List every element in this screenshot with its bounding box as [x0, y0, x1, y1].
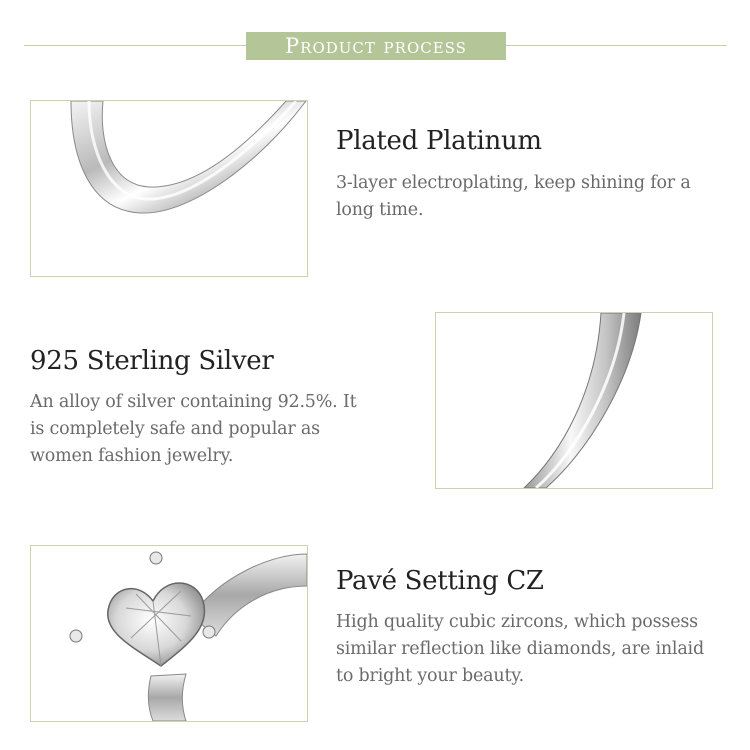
feature-title-sterling-silver: 925 Sterling Silver [30, 346, 274, 376]
plated-platinum-image [30, 100, 308, 277]
feature-title-plated-platinum: Plated Platinum [336, 126, 542, 156]
heart-cz-prong-setting-illustration [31, 546, 307, 721]
feature-desc-pave-setting: High quality cubic zircons, which possess similar reflection like diamonds, are inlaid to bright your beauty. [336, 612, 704, 686]
header-divider-right [506, 45, 727, 46]
header-divider-left [24, 45, 246, 46]
ring-band-curve-illustration [31, 101, 307, 276]
feature-desc-sterling-silver: An alloy of silver containing 92.5%. It is completely safe and popular as women fashion jewelry. [30, 392, 357, 466]
section-banner [246, 32, 506, 60]
sterling-silver-image [435, 312, 713, 489]
section-title: Product process [285, 34, 467, 58]
feature-title-pave-setting: Pavé Setting CZ [336, 566, 544, 596]
ring-band-diagonal-illustration [436, 313, 712, 488]
feature-desc-plated-platinum: 3-layer electroplating, keep shining for a long time. [336, 173, 691, 220]
pave-setting-image [30, 545, 308, 722]
